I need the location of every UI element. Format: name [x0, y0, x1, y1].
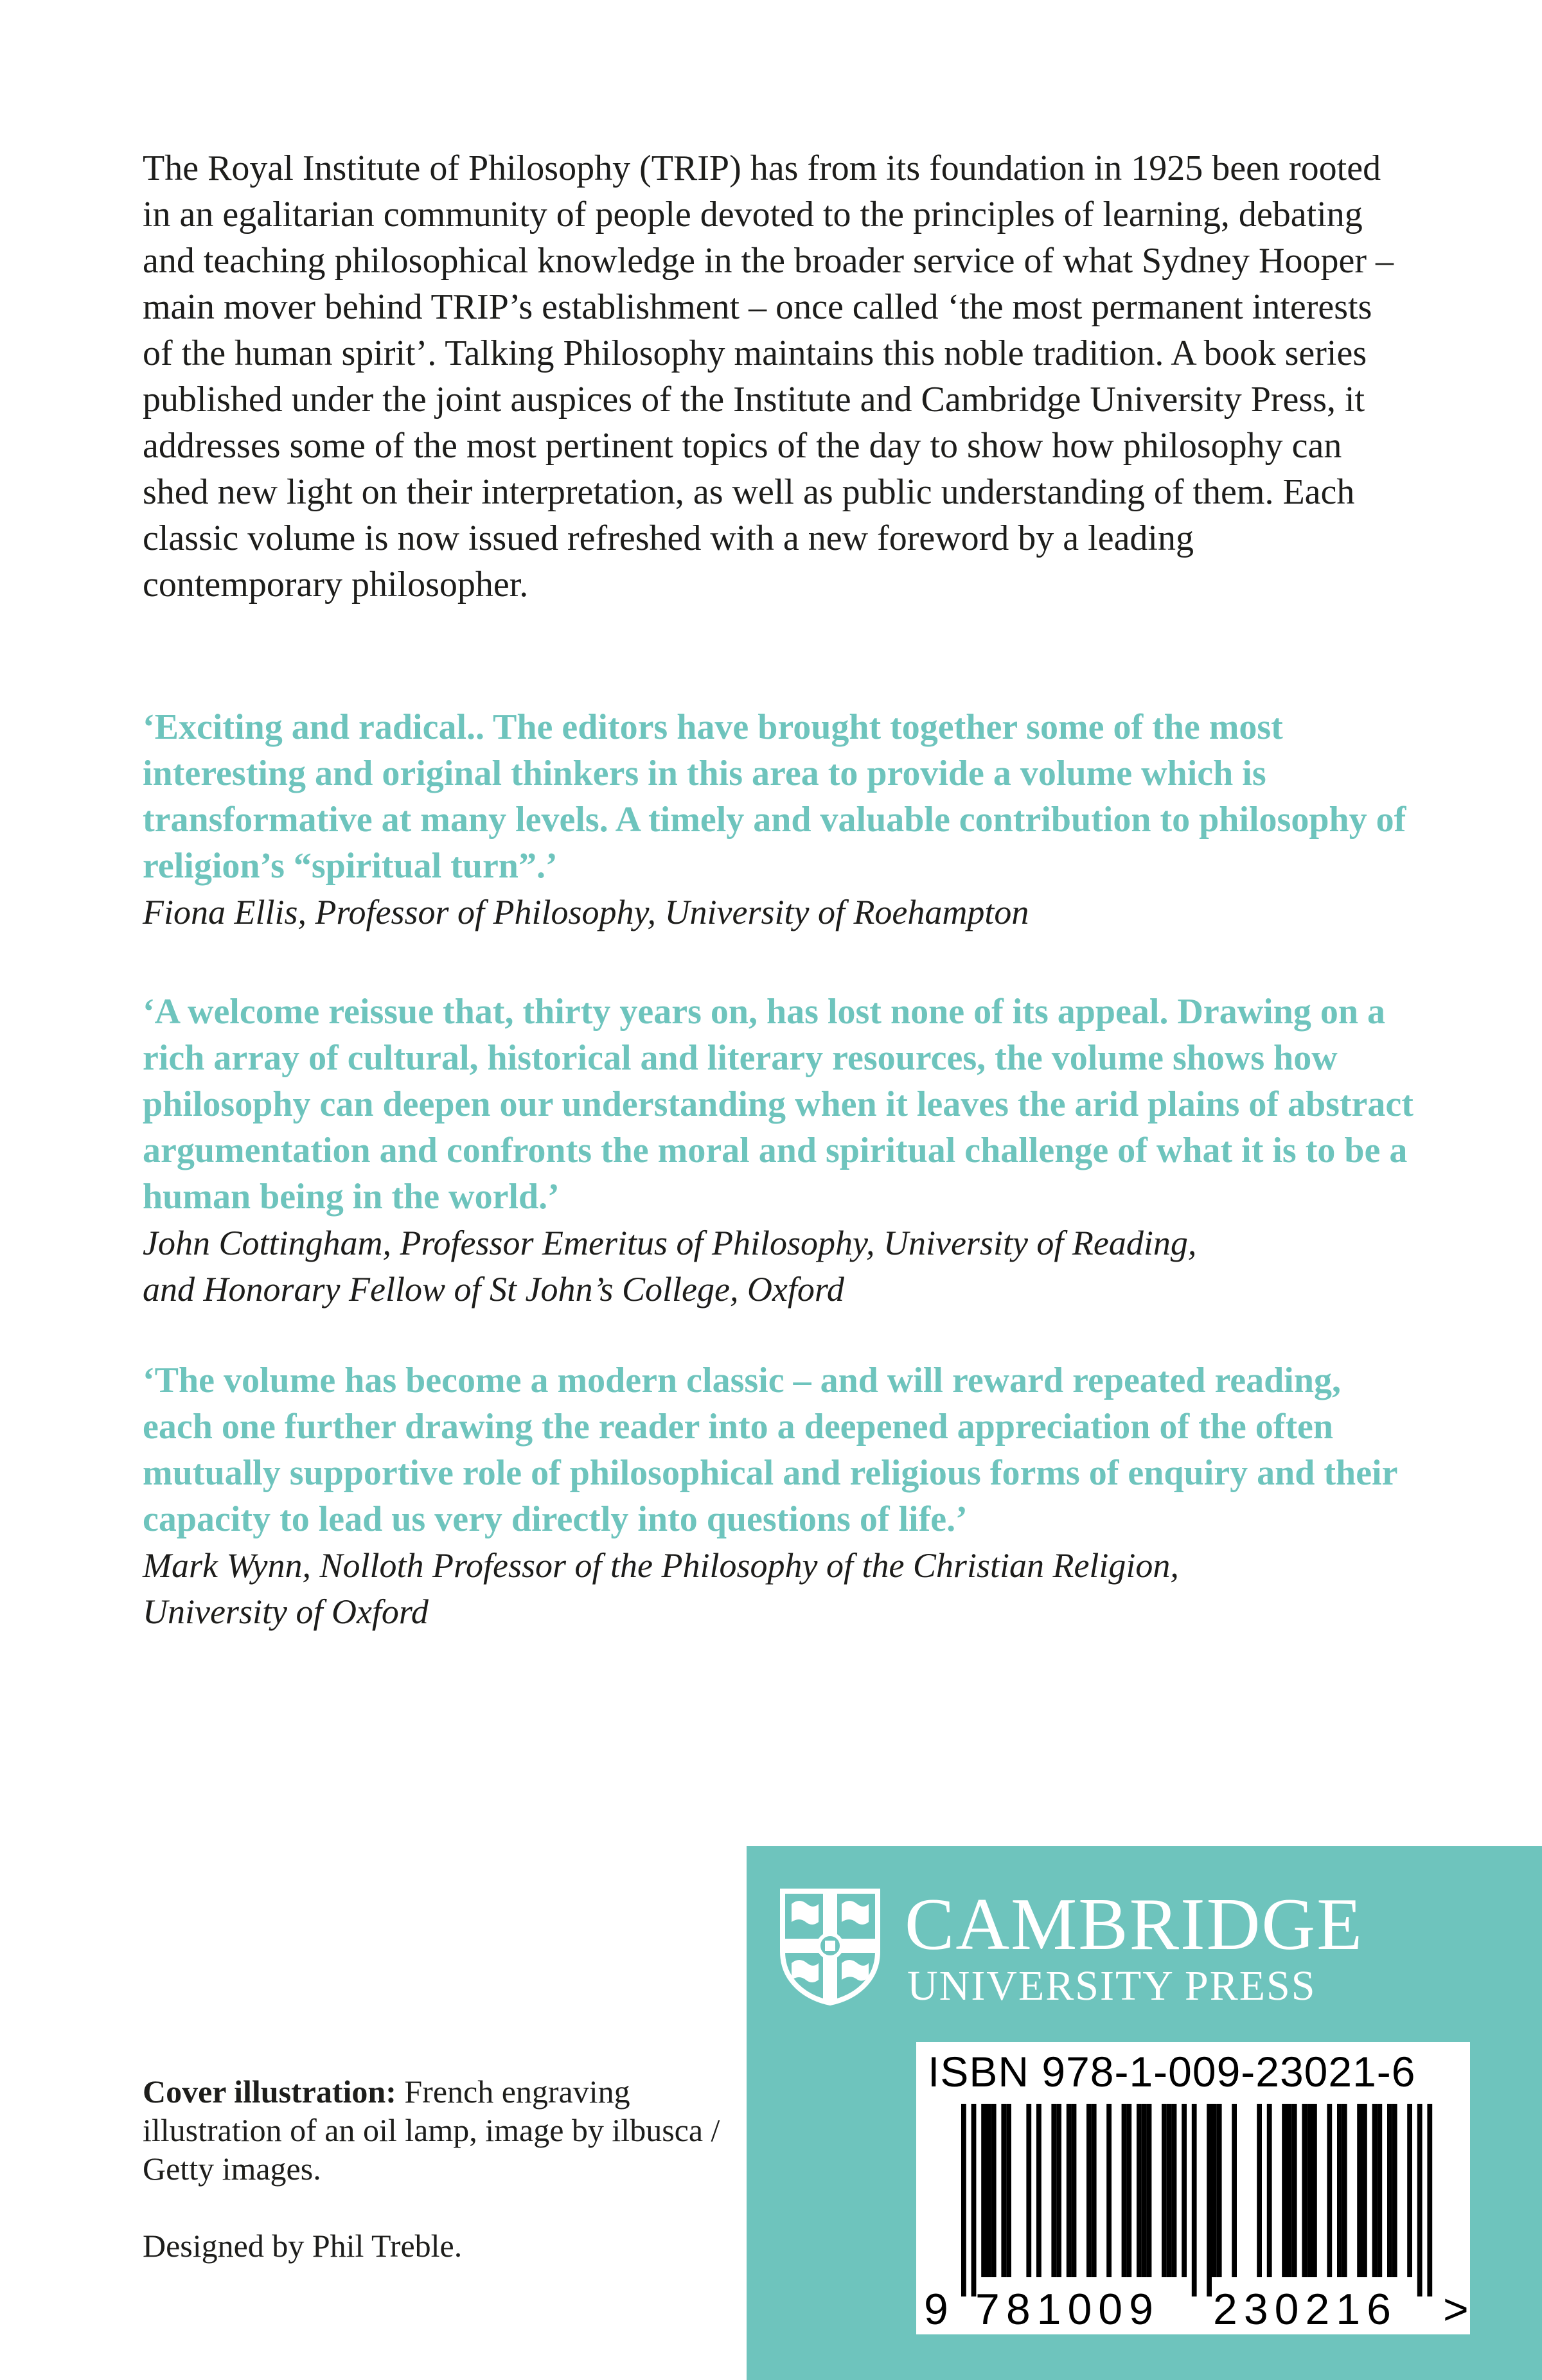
- barcode-first-digit: 9: [924, 2285, 948, 2334]
- review-block: [143, 704, 1415, 935]
- barcode-left-group: 781009: [975, 2285, 1160, 2334]
- publisher-panel: [747, 1846, 1542, 2380]
- series-description: The Royal Institute of Philosophy (TRIP) has from its foundation in 1925 been rooted in an egalitarian community of people devoted to the principles of learning, debating and teaching philosophical knowledge in the broader service of what Sydney Hooper – main mover behind TRIP’s establishment – once called ‘the most permanent interests of the human spirit’. Talking Philosophy maintains this noble tradition. A book series published under the joint auspices of the Institute and Cambridge University Press, it addresses some of the most pertinent topics of the day to show how philosophy can shed new light on their interpretation, as well as public understanding of them. Each classic volume is now issued refreshed with a new foreword by a leading contemporary philosopher.: [143, 148, 1394, 604]
- review-block: [143, 989, 1415, 1312]
- review-block: [143, 1357, 1415, 1635]
- barcode-bars: [916, 2104, 1470, 2296]
- review-attribution-line: University of Oxford: [143, 1592, 429, 1631]
- barcode-digits: [916, 2286, 1470, 2335]
- review-quote: ‘A welcome reissue that, thirty years on, has lost none of its appeal. Drawing on a rich array of cultural, historical and literary resources, the volume shows how philosophy can deepen our understanding when it leaves the arid plains of abstract argumentation and confronts the moral and spiritual challenge of what it is to be a human being in the world.’: [143, 992, 1414, 1217]
- review-attribution-line: John Cottingham, Professor Emeritus of Philosophy, University of Reading,: [143, 1224, 1197, 1262]
- isbn-barcode: [916, 2042, 1470, 2334]
- barcode-right-group: 230216: [1213, 2285, 1397, 2334]
- review-attribution: [143, 889, 1415, 935]
- review-attribution-line: Fiona Ellis, Professor of Philosophy, University of Roehampton: [143, 893, 1029, 931]
- publisher-name: CAMBRIDGE: [905, 1883, 1364, 1966]
- review-attribution: [143, 1220, 1415, 1312]
- credit-label: Cover illustration:: [143, 2074, 396, 2110]
- review-quote: ‘The volume has become a modern classic – and will reward repeated reading, each one further drawing the reader into a deepened appreciation of the often mutually supportive role of philosophical and religious forms of enquiry and their capacity to lead us very directly into questions of life.’: [143, 1361, 1397, 1539]
- designer-credit: Designed by Phil Treble.: [143, 2228, 463, 2264]
- cambridge-crest-icon: [779, 1887, 882, 2005]
- barcode-quiet-mark: >: [1443, 2285, 1469, 2334]
- review-quote: ‘Exciting and radical.. The editors have brought together some of the most interesting and original thinkers in this area to provide a volume which is transformative at many levels. A timely and valuable contribution to philosophy of religion’s “spiritual turn”.’: [143, 707, 1406, 886]
- isbn-label: ISBN 978-1-009-23021-6: [928, 2048, 1416, 2095]
- credit-text: French engraving illustration of an oil lamp, image by ilbusca / Getty images.: [143, 2074, 720, 2187]
- publisher-subname: UNIVERSITY PRESS: [907, 1962, 1316, 2009]
- cover-illustration-credit: [143, 2072, 721, 2188]
- review-attribution: [143, 1542, 1415, 1635]
- review-attribution-line: Mark Wynn, Nolloth Professor of the Philosophy of the Christian Religion,: [143, 1546, 1179, 1585]
- review-attribution-line: and Honorary Fellow of St John’s College, Oxford: [143, 1270, 844, 1309]
